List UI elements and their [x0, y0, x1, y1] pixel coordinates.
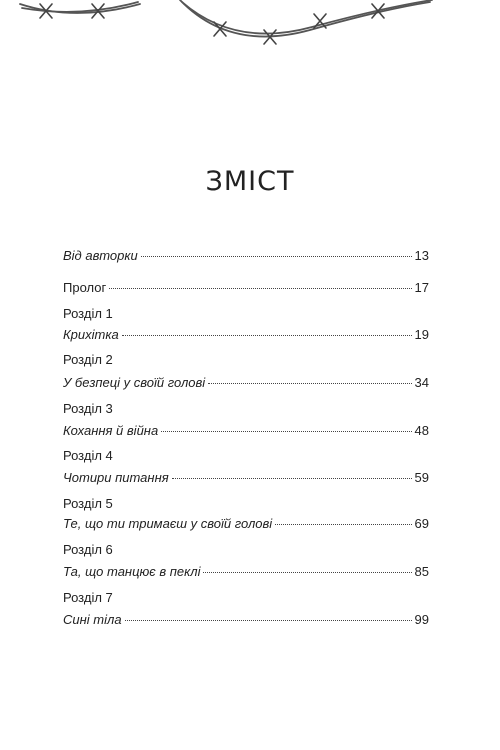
entry-title: Кохання й війна	[63, 423, 159, 438]
entry-title: Сині тіла	[63, 612, 122, 627]
chapter-number: Розділ 2	[63, 352, 113, 367]
entry-title: Чотири питання	[63, 470, 169, 485]
chapter-number: Розділ 6	[63, 542, 113, 557]
entry-page: 17	[414, 280, 429, 295]
toc-entry	[63, 327, 429, 345]
dot-leader	[122, 334, 412, 336]
chapter-heading	[63, 542, 429, 560]
entry-page: 48	[414, 423, 429, 438]
chapter-number: Розділ 7	[63, 590, 113, 605]
toc-entry	[63, 564, 429, 582]
toc-entry	[63, 375, 429, 393]
chapter-number: Розділ 3	[63, 401, 113, 416]
toc-entry	[63, 248, 429, 266]
chapter-heading	[63, 496, 429, 514]
barbed-wire-icon	[0, 0, 500, 60]
toc-entry	[63, 516, 429, 534]
chapter-heading	[63, 448, 429, 466]
chapter-number: Розділ 1	[63, 306, 113, 321]
entry-page: 59	[414, 470, 429, 485]
entry-title: У безпеці у своїй голові	[63, 375, 206, 390]
page-title: ЗМІСТ	[205, 166, 295, 197]
chapter-heading	[63, 401, 429, 419]
dot-leader	[109, 287, 411, 289]
entry-page: 99	[414, 612, 429, 627]
dot-leader	[125, 619, 412, 621]
dot-leader	[275, 523, 411, 525]
entry-title: Від авторки	[63, 248, 138, 263]
entry-title: Те, що ти тримаєш у своїй голові	[63, 516, 273, 531]
dot-leader	[172, 477, 412, 479]
chapter-number: Розділ 5	[63, 496, 113, 511]
toc-entry	[63, 280, 429, 298]
chapter-number: Розділ 4	[63, 448, 113, 463]
entry-title: Та, що танцює в пеклі	[63, 564, 201, 579]
entry-page: 69	[414, 516, 429, 531]
chapter-heading	[63, 352, 429, 370]
entry-page: 13	[414, 248, 429, 263]
entry-page: 85	[414, 564, 429, 579]
dot-leader	[203, 571, 411, 573]
entry-page: 34	[414, 375, 429, 390]
dot-leader	[141, 255, 412, 257]
dot-leader	[161, 430, 411, 432]
chapter-heading	[63, 590, 429, 608]
entry-page: 19	[414, 327, 429, 342]
toc-entry	[63, 423, 429, 441]
toc-entry	[63, 470, 429, 488]
entry-title: Крихітка	[63, 327, 119, 342]
dot-leader	[208, 382, 411, 384]
chapter-heading	[63, 306, 429, 324]
toc-entry	[63, 612, 429, 630]
entry-title: Пролог	[63, 280, 107, 295]
